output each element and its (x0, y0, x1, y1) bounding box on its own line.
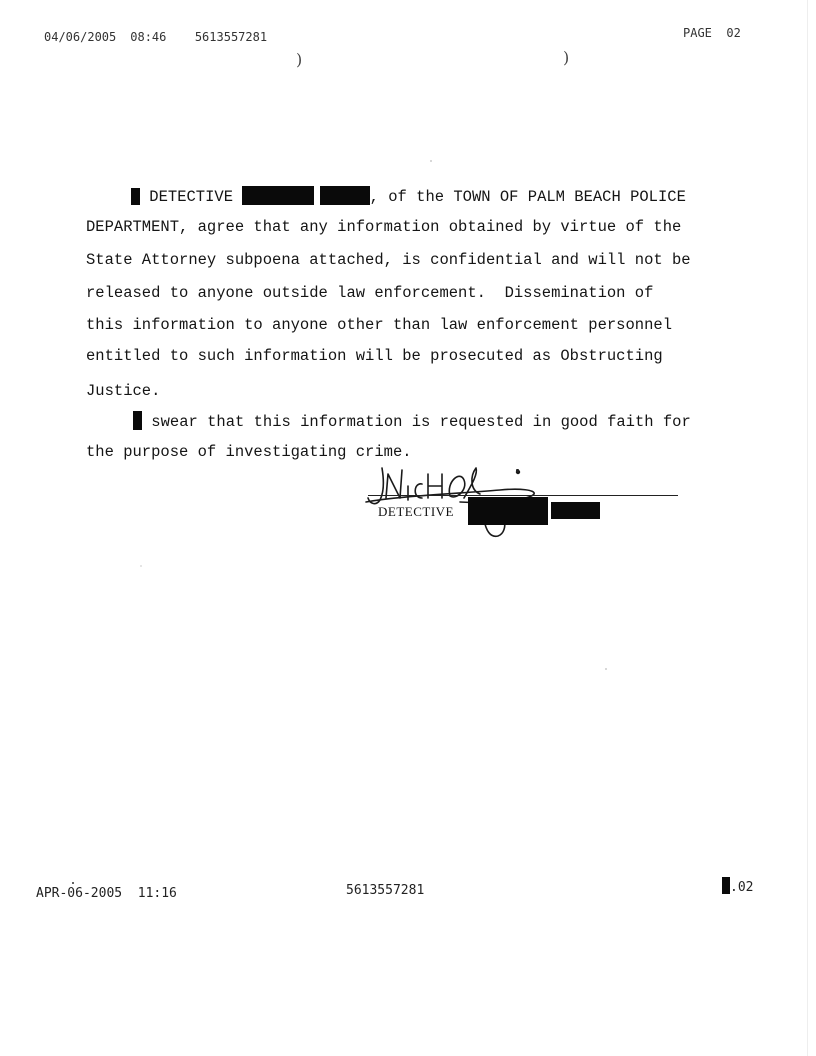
letter-line-2: DEPARTMENT, agree that any information obtained by virtue of the (86, 218, 682, 236)
letter-text: DETECTIVE (140, 188, 243, 206)
redaction-block (722, 877, 730, 894)
scan-mark: ) (563, 48, 570, 67)
letter-line-5: this information to anyone other than law enforcement personnel (86, 316, 672, 334)
letter-line-9: the purpose of investigating crime. (86, 443, 412, 461)
fax-header-phone: 5613557281 (194, 30, 268, 44)
letter-line-8 (133, 411, 691, 431)
signature-label: DETECTIVE (378, 504, 454, 519)
letter-line-7: Justice. (86, 382, 161, 400)
letter-line-6: entitled to such information will be prosecuted as Obstructing (86, 347, 663, 365)
scan-mark: ) (296, 50, 303, 69)
redaction-block (242, 186, 314, 205)
fax-footer-page (722, 877, 753, 895)
scan-speck (72, 882, 74, 884)
scan-speck (430, 160, 432, 162)
letter-line-1 (131, 186, 686, 206)
fax-footer-phone: 5613557281 (346, 883, 425, 898)
fax-header-time: 08:46 (130, 30, 167, 44)
redaction-block (468, 497, 548, 525)
redaction-block (133, 411, 142, 430)
signature-line (368, 495, 678, 496)
redaction-block (131, 188, 140, 205)
scan-edge (807, 0, 808, 1056)
scan-speck (605, 668, 607, 670)
redaction-block (320, 186, 370, 205)
redaction-block (551, 502, 600, 519)
letter-line-4: released to anyone outside law enforcement. Dissemination of (86, 284, 654, 302)
fax-page-indicator (683, 26, 741, 40)
scan-speck (140, 565, 142, 567)
fax-header (44, 30, 281, 44)
scan-speck (516, 469, 519, 472)
fax-footer-datetime: APR-06-2005 11:16 (36, 886, 177, 901)
letter-text: , of the TOWN OF PALM BEACH POLICE (369, 188, 686, 206)
fax-page-label: PAGE (683, 26, 712, 40)
fax-header-date: 04/06/2005 (44, 30, 117, 44)
fax-footer-page-number: .02 (730, 880, 754, 895)
letter-line-3: State Attorney subpoena attached, is confidential and will not be (86, 251, 691, 269)
letter-text: swear that this information is requested in good faith for (142, 413, 691, 431)
fax-page-number: 02 (726, 26, 741, 40)
